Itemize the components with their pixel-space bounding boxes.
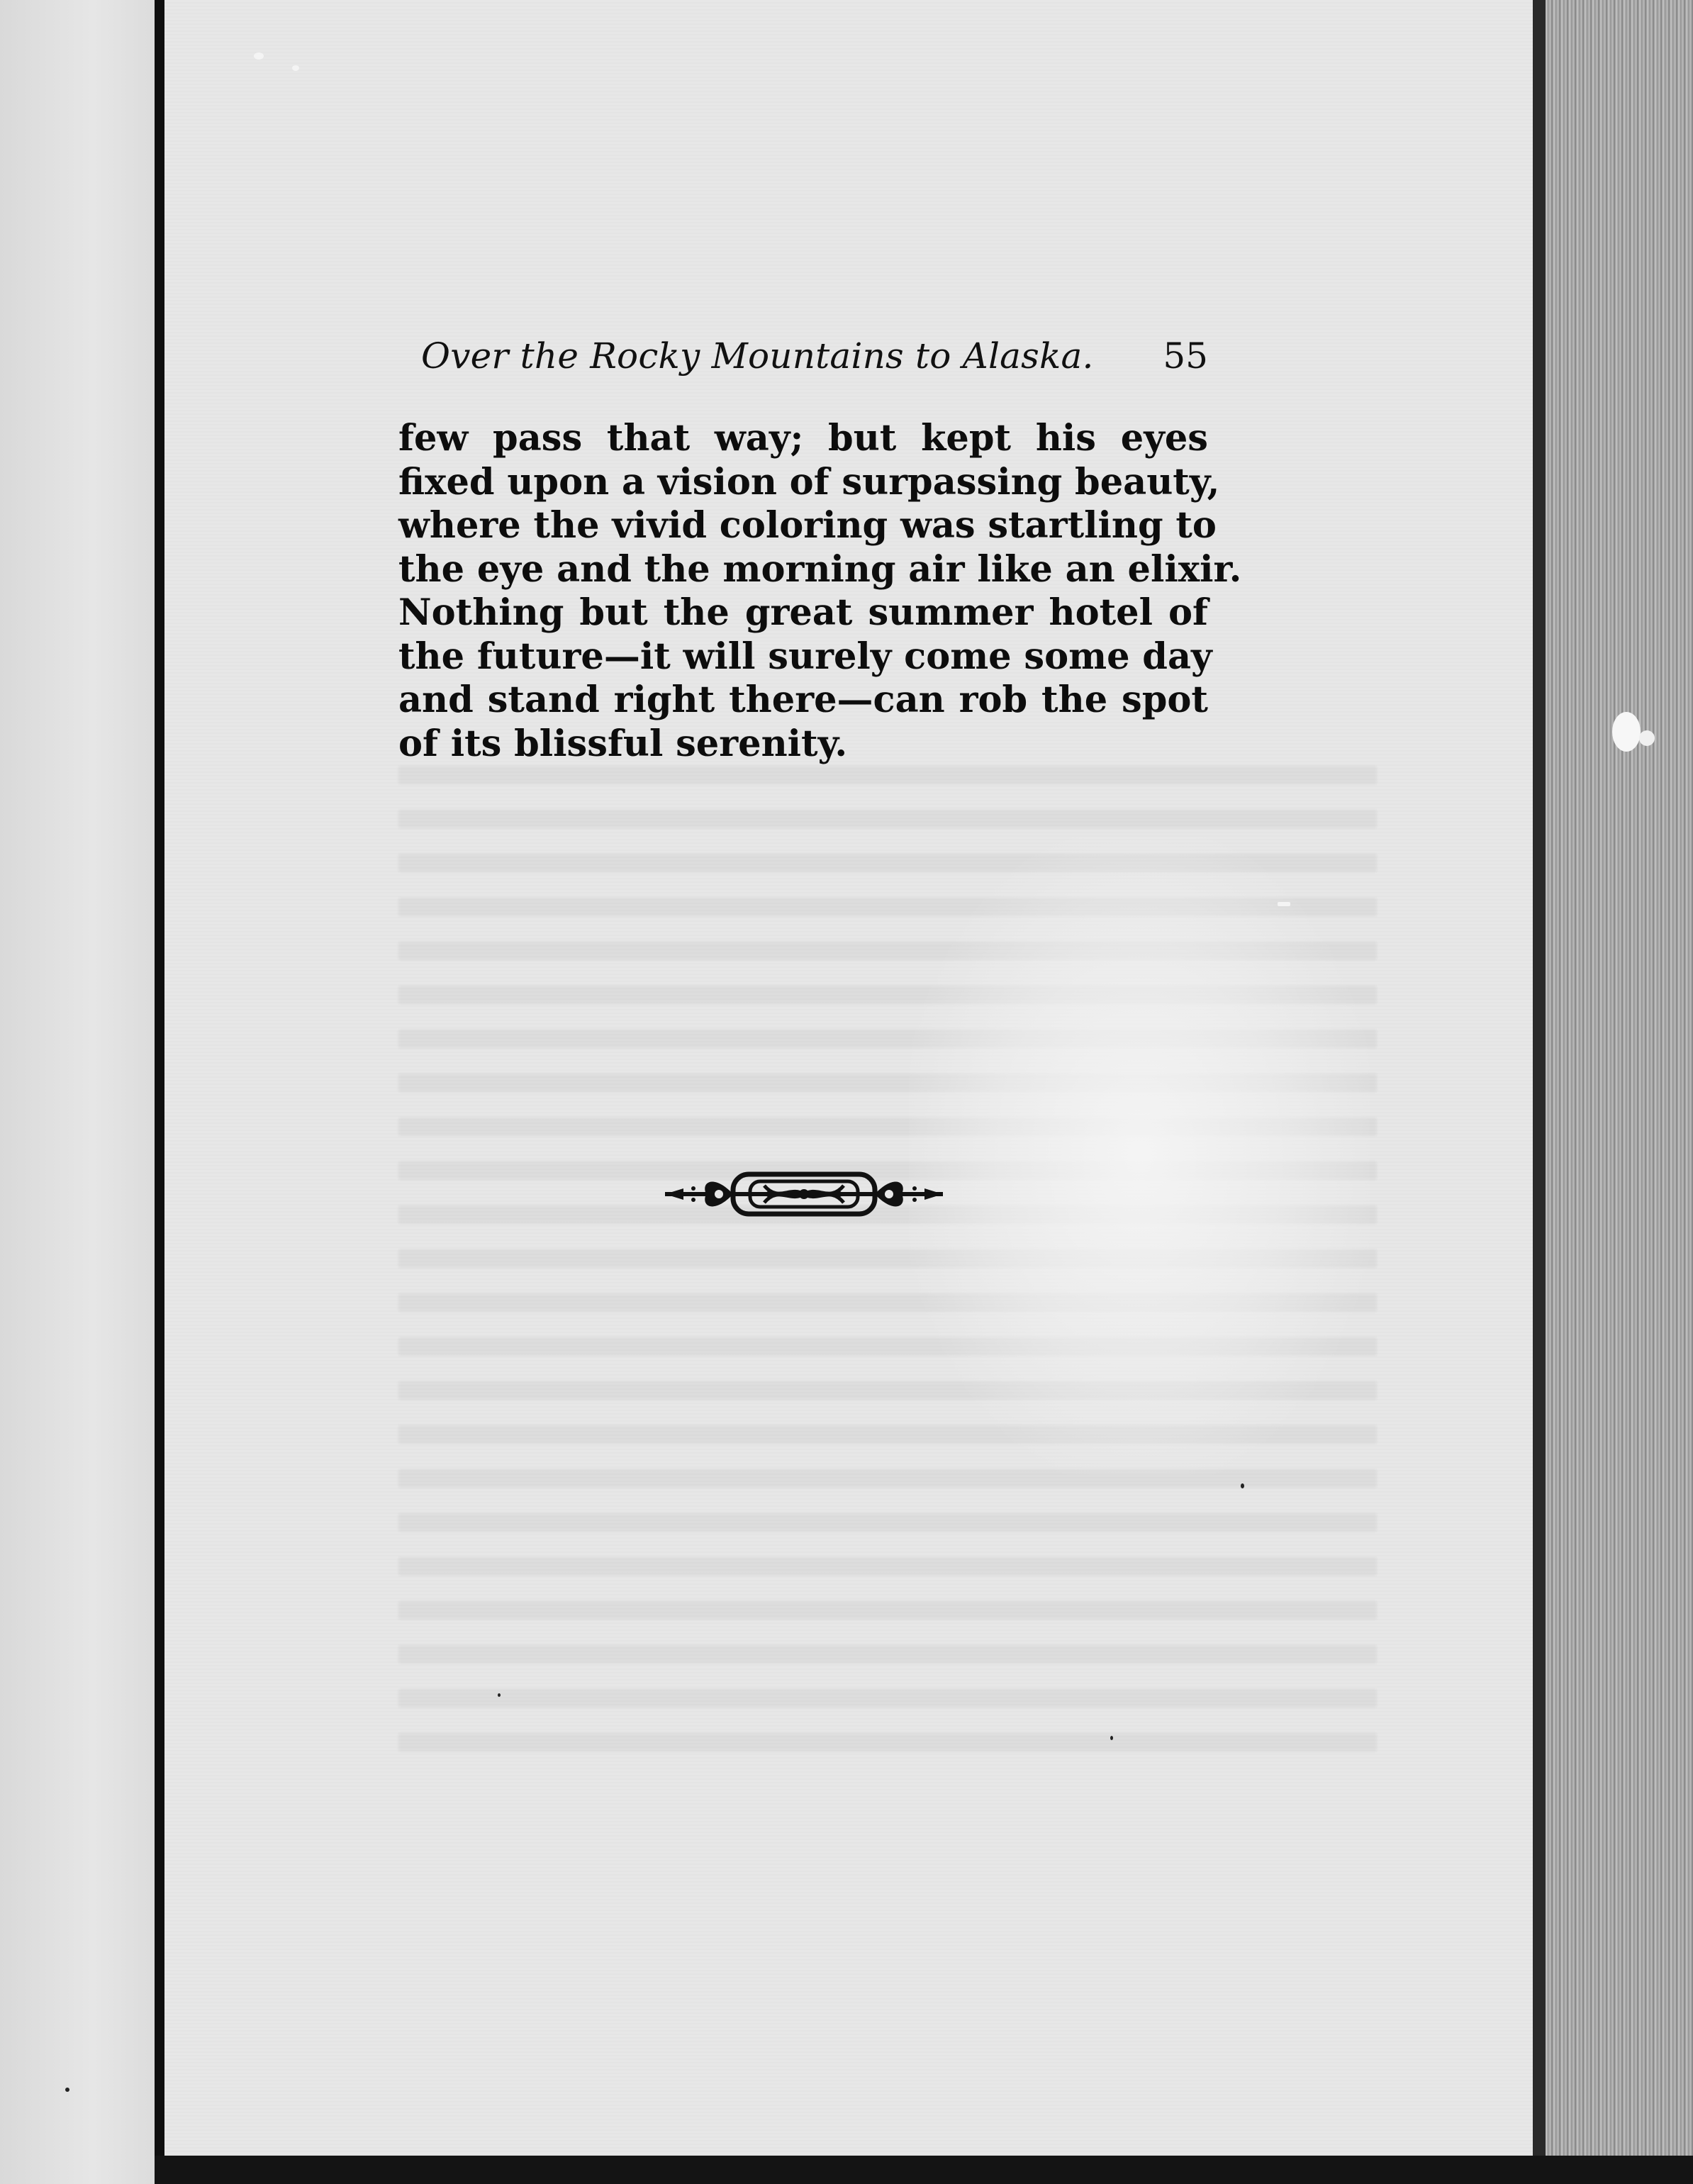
page-number: 55	[1163, 335, 1208, 377]
text-line: of its blissful serenity.	[398, 722, 848, 765]
page-light-patch	[909, 837, 1370, 1475]
text-line: and stand right there—can rob the spot	[398, 679, 1208, 721]
ink-speck	[498, 1693, 501, 1697]
page-gutter	[155, 0, 164, 2184]
ink-speck	[1241, 1483, 1244, 1488]
body-paragraph	[398, 417, 1242, 766]
text-line: few pass that way; but kept his eyes	[398, 417, 1208, 459]
dust-speck	[254, 52, 264, 60]
dust-speck	[292, 65, 299, 71]
previous-page-edge	[0, 0, 155, 2184]
printers-ornament-icon	[665, 1160, 943, 1228]
running-head	[421, 328, 1208, 384]
page-stack-shadow	[1533, 0, 1546, 2184]
dust-speck	[1278, 902, 1290, 906]
book-page	[164, 0, 1533, 2156]
text-line: the eye and the morning air like an elixir.	[398, 547, 1242, 591]
text-line: the future—it will surely come some day	[398, 635, 1212, 678]
ink-speck	[65, 2088, 69, 2092]
text-line: fixed upon a vision of surpassing beauty,	[398, 460, 1220, 503]
page-stack-edge	[1533, 0, 1693, 2184]
paper-tear	[1612, 712, 1641, 752]
text-line: where the vivid coloring was startling to	[398, 504, 1217, 547]
running-title: Over the Rocky Mountains to Alaska.	[421, 335, 1094, 377]
text-line: Nothing but the great summer hotel of	[398, 591, 1208, 634]
bottom-shadow	[155, 2156, 1693, 2184]
paper-tear	[1639, 730, 1655, 746]
ink-speck	[1110, 1736, 1113, 1740]
